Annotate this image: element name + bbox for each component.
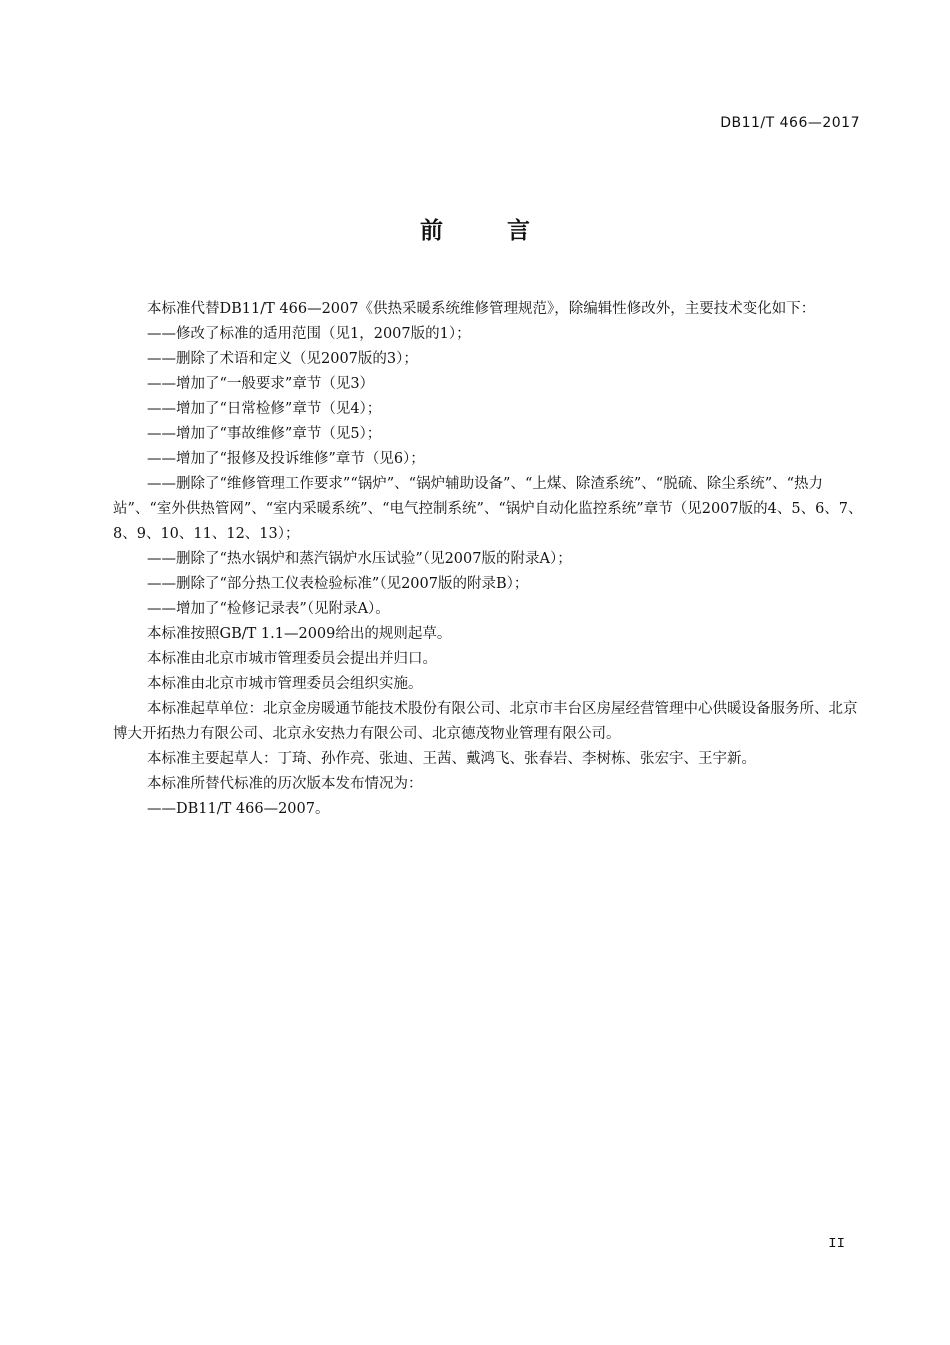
list-item: ——删除了“维修管理工作要求”“锅炉”、“锅炉辅助设备”、“上煤、除渣系统”、“脱硫、除尘系统”、“热力站”、“室外供热管网”、“室内采暖系统”、“电气控制系统”、“锅炉自动化监控系统”章节（见2007版的4、5、6、7、8、9、10、11、12、13）； bbox=[113, 476, 863, 542]
paragraph-proposer: 本标准由北京市城市管理委员会提出并归口。 bbox=[147, 651, 437, 667]
list-item: ——删除了“部分热工仪表检验标准”（见2007版的附录B）； bbox=[147, 576, 529, 592]
list-item: ——删除了术语和定义（见2007版的3）； bbox=[147, 351, 418, 367]
paragraph-drafting-rules: 本标准按照GB/T 1.1—2009给出的规则起草。 bbox=[147, 626, 452, 642]
list-item: ——增加了“日常检修”章节（见4）； bbox=[147, 401, 382, 417]
list-item: ——增加了“检修记录表”（见附录A）。 bbox=[147, 601, 390, 617]
paragraph-intro: 本标准代替DB11/T 466—2007《供热采暖系统维修管理规范》，除编辑性修改外，主要技术变化如下： bbox=[147, 301, 816, 317]
standard-code: DB11/T 466—2017 bbox=[720, 115, 860, 131]
page-number: II bbox=[828, 1236, 845, 1252]
paragraph-history-intro: 本标准所替代标准的历次版本发布情况为： bbox=[147, 776, 423, 792]
list-item: ——删除了“热水锅炉和蒸汽锅炉水压试验”（见2007版的附录A）； bbox=[147, 551, 572, 567]
paragraph-drafting-units: 本标准起草单位：北京金房暖通节能技术股份有限公司、北京市丰台区房屋经营管理中心供暖设备服务所、北京博大开拓热力有限公司、北京永安热力有限公司、北京德茂物业管理有限公司。 bbox=[113, 701, 858, 742]
list-item: ——增加了“报修及投诉维修”章节（见6）； bbox=[147, 451, 425, 467]
paragraph-drafters: 本标准主要起草人：丁琦、孙作亮、张迪、王茜、戴鸿飞、张春岩、李树栋、张宏宇、王宇新。 bbox=[147, 751, 756, 767]
paragraph-implementer: 本标准由北京市城市管理委员会组织实施。 bbox=[147, 676, 423, 692]
list-item: ——增加了“一般要求”章节（见3） bbox=[147, 376, 375, 392]
list-item: ——增加了“事故维修”章节（见5）； bbox=[147, 426, 382, 442]
page-title: 前 言 bbox=[419, 218, 558, 244]
list-item: ——修改了标准的适用范围（见1，2007版的1）； bbox=[147, 326, 471, 342]
foreword-body bbox=[113, 297, 863, 822]
list-item: ——DB11/T 466—2007。 bbox=[147, 801, 330, 817]
